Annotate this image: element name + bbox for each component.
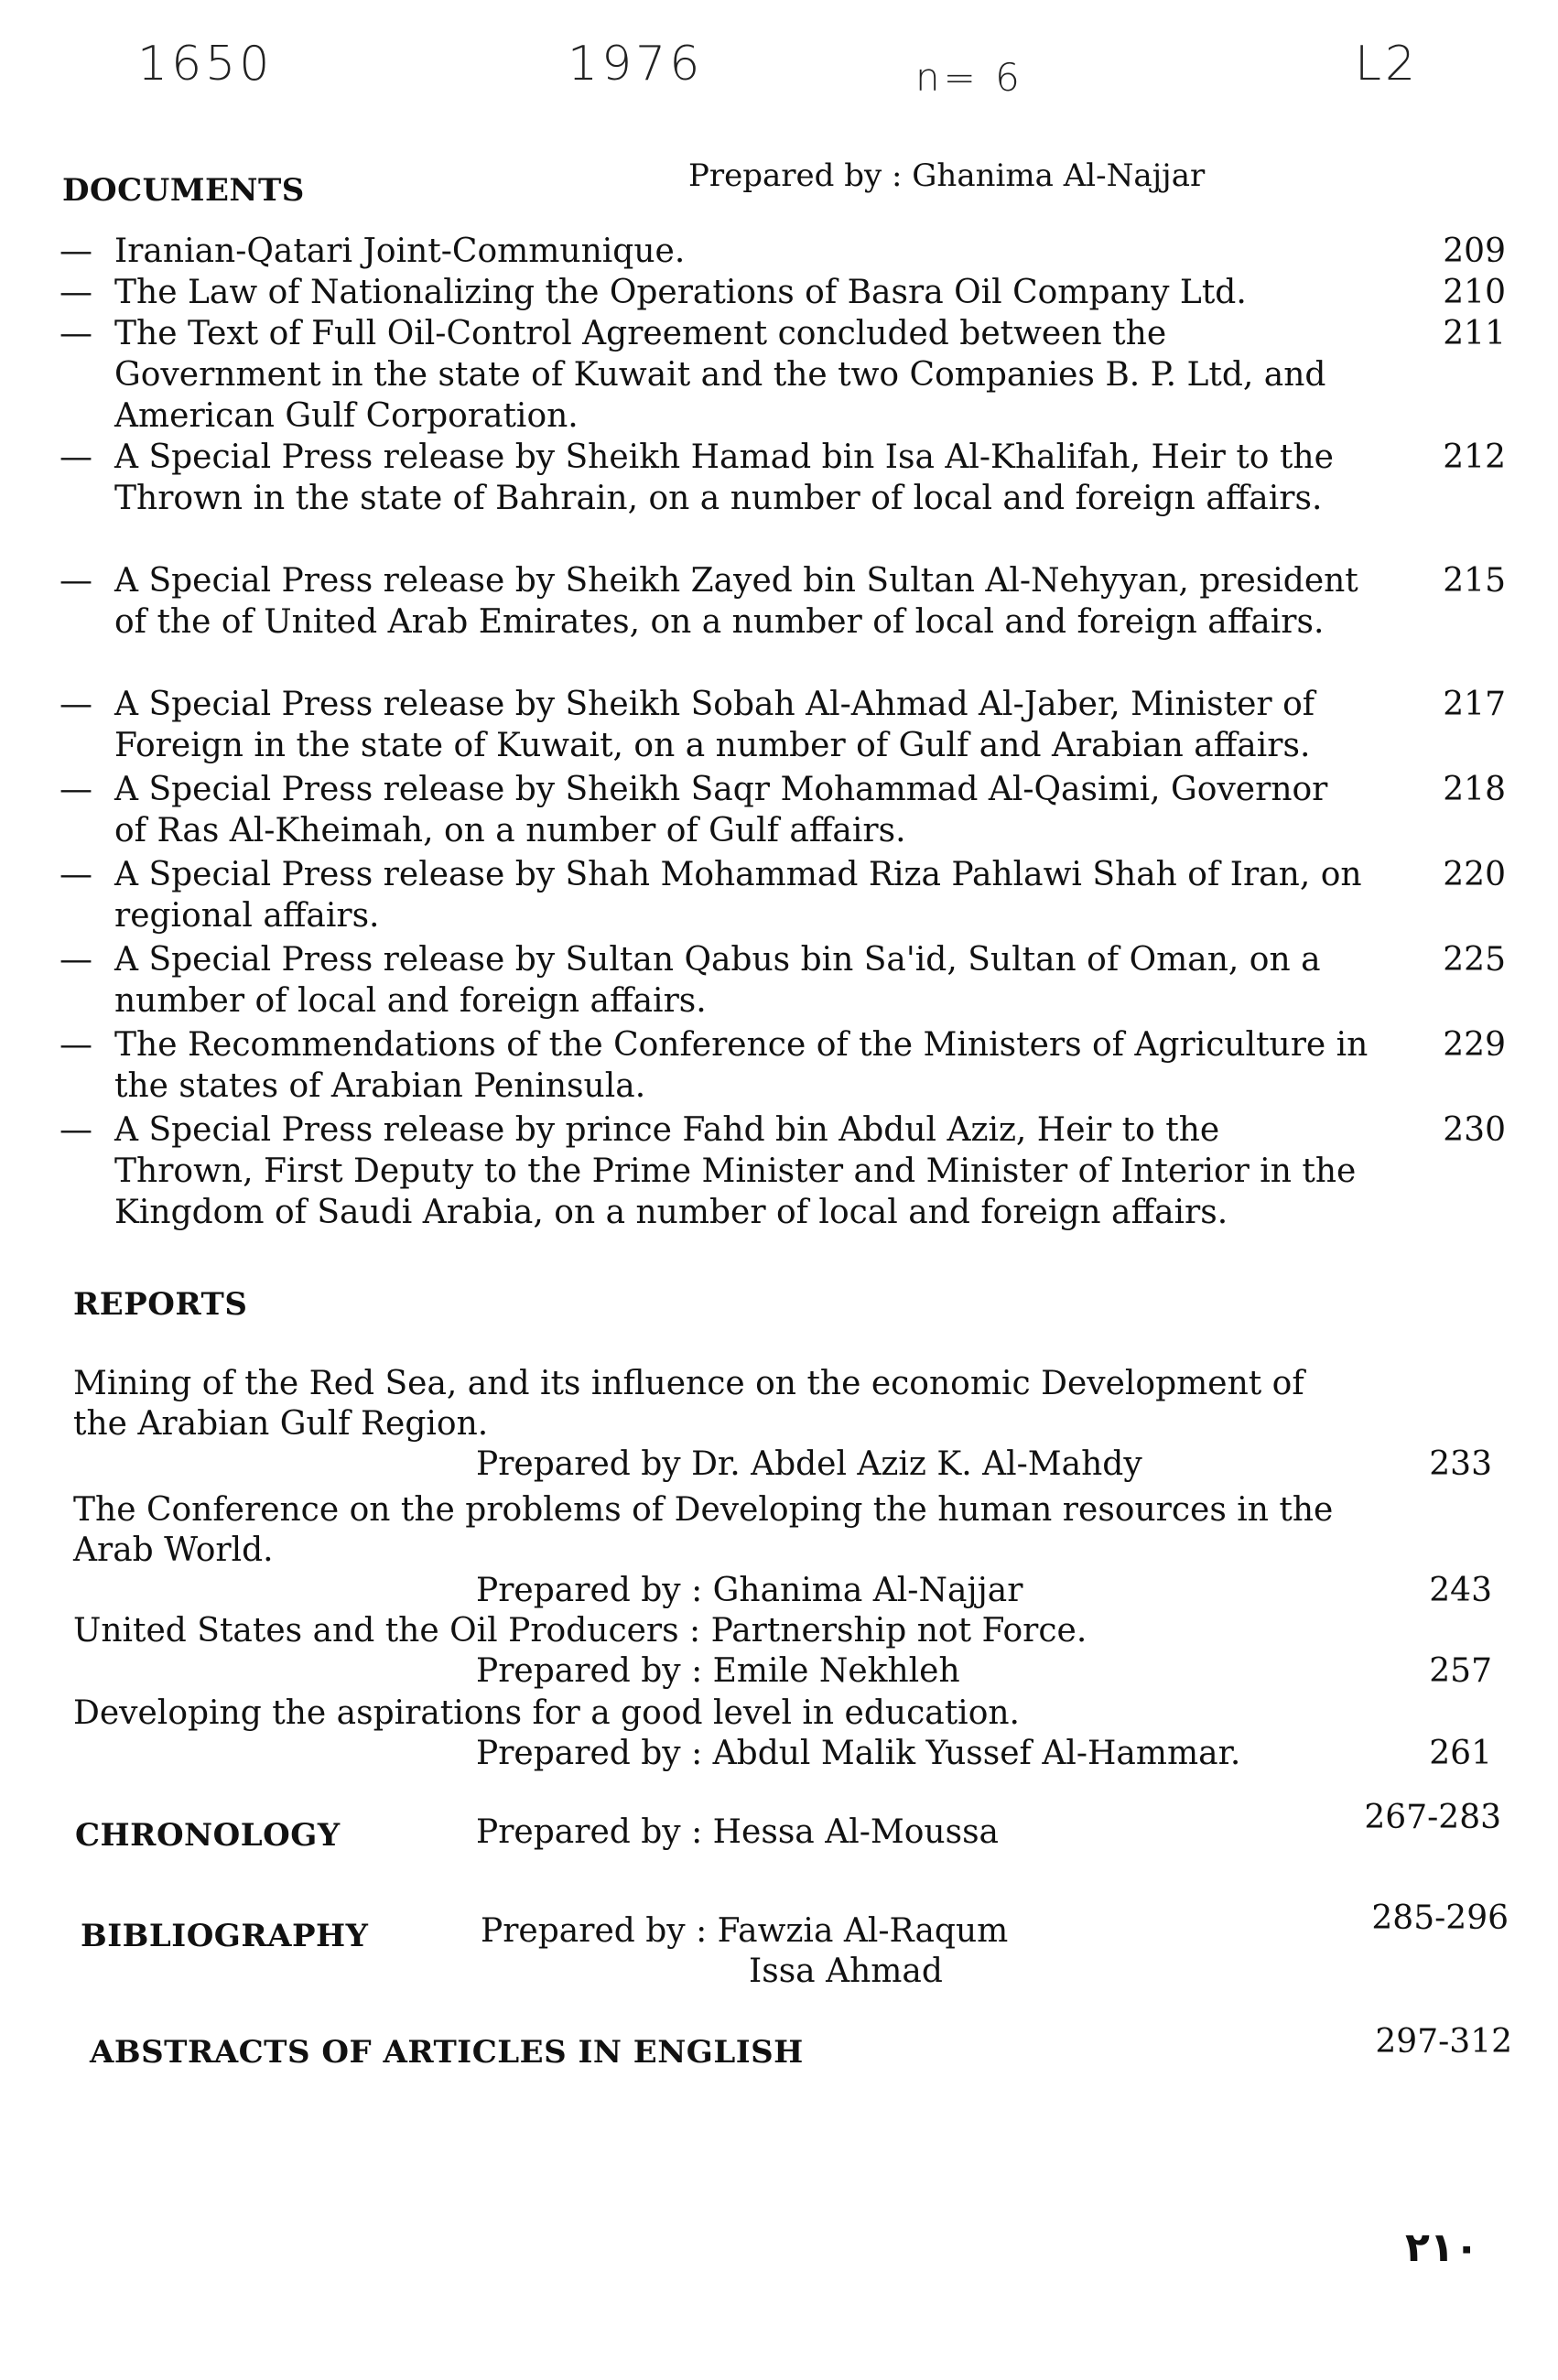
document-entry [60,684,1506,766]
chronology-heading: CHRONOLOGY [75,1817,341,1854]
handwritten-note-right: L2 [1355,37,1420,92]
entry-title: A Special Press release by Sheikh Saqr Mohammad Al-Qasimi, Governor of Ras Al-Kheimah, on a number of Gulf affairs. [114,771,1328,849]
entry-title: The Recommendations of the Conference of the Ministers of Agriculture in the states of Arabian Peninsula. [114,1026,1369,1105]
documents-prepared-by: Prepared by : Ghanima Al-Najjar [688,157,1206,194]
report-author: Prepared by Dr. Abdel Aziz K. Al-Mahdy [476,1445,1142,1483]
entry-dash: — [60,856,92,893]
report-page: 233 [1429,1445,1492,1483]
folio-page-number: ٢١٠ [1405,2224,1479,2271]
report-page: 257 [1429,1652,1492,1690]
report-title: United States and the Oil Producers : Partnership not Force. [73,1612,1087,1650]
entry-dash: — [60,562,92,600]
entry-dash: — [60,1026,92,1064]
document-entry [60,769,1506,851]
document-entry [60,437,1506,519]
entry-title: A Special Press release by Sheikh Sobah Al-Ahmad Al-Jaber, Minister of Foreign in the state of Kuwait, on a number of Gulf and Arabian affairs. [114,686,1315,764]
entry-page: 225 [1443,941,1506,979]
entry-title: The Law of Nationalizing the Operations of Basra Oil Company Ltd. [114,274,1247,311]
document-entry [60,272,1506,313]
documents-heading: DOCUMENTS [62,172,305,209]
chronology-prepared-by: Prepared by : Hessa Al-Moussa [476,1813,1000,1851]
entry-page: 217 [1443,686,1506,723]
entry-dash: — [60,233,92,270]
entry-page: 210 [1443,274,1506,311]
bibliography-prepared-by-2: Issa Ahmad [749,1953,943,1990]
document-entry [60,313,1506,437]
report-title: Developing the aspirations for a good level in education. [73,1694,1020,1732]
bibliography-page: 285-296 [1371,1899,1509,1937]
entry-dash: — [60,438,92,476]
report-entry [73,1490,1492,1611]
entry-dash: — [60,771,92,808]
entry-title: Iranian-Qatari Joint-Communique. [114,233,686,270]
reports-heading: REPORTS [73,1286,248,1323]
document-entry [60,854,1506,936]
entry-page: 218 [1443,771,1506,808]
entry-page: 211 [1443,315,1506,352]
document-entry [60,560,1506,643]
entry-dash: — [60,686,92,723]
report-entry [73,1611,1492,1692]
report-author: Prepared by : Abdul Malik Yussef Al-Hammar. [476,1735,1241,1772]
entry-title: A Special Press release by Sultan Qabus bin Sa'id, Sultan of Oman, on a number of local and foreign affairs. [114,941,1321,1020]
entry-title: A Special Press release by prince Fahd bin Abdul Aziz, Heir to the Thrown, First Deputy to the Prime Minister and Minister of Interior in the Kingdom of Saudi Arabia, on a number of local and foreign affairs. [114,1111,1357,1231]
entry-page: 220 [1443,856,1506,893]
chronology-page: 267-283 [1364,1799,1501,1836]
document-entry [60,1109,1506,1233]
entry-dash: — [60,1111,92,1149]
handwritten-note-year: 1976 [568,37,704,92]
report-author: Prepared by : Ghanima Al-Najjar [476,1572,1023,1609]
entry-title: A Special Press release by Sheikh Zayed bin Sultan Al-Nehyyan, president of the of United Arab Emirates, on a number of local and foreign affairs. [114,562,1358,641]
report-entry [73,1364,1492,1485]
bibliography-prepared-by: Prepared by : Fawzia Al-Raqum [481,1912,1009,1950]
report-page: 243 [1429,1572,1492,1609]
report-title: Mining of the Red Sea, and its influence on the economic Development of the Arabian Gulf Region. [73,1365,1304,1443]
entry-page: 229 [1443,1026,1506,1064]
handwritten-note-issue: n= 6 [915,55,1023,100]
entry-page: 230 [1443,1111,1506,1149]
report-author: Prepared by : Emile Nekhleh [476,1652,960,1690]
entry-title: A Special Press release by Shah Mohammad Riza Pahlawi Shah of Iran, on regional affairs. [114,856,1362,935]
document-entry [60,1024,1506,1107]
entry-page: 212 [1443,438,1506,476]
report-entry [73,1693,1492,1774]
document-entry [60,939,1506,1022]
entry-page: 209 [1443,233,1506,270]
entry-dash: — [60,274,92,311]
entry-title: A Special Press release by Sheikh Hamad bin Isa Al-Khalifah, Heir to the Thrown in the state of Bahrain, on a number of local and foreign affairs. [114,438,1334,517]
report-page: 261 [1429,1735,1492,1772]
entry-dash: — [60,315,92,352]
document-entry [60,231,1506,272]
entry-dash: — [60,941,92,979]
bibliography-heading: BIBLIOGRAPHY [81,1918,369,1954]
entry-title: The Text of Full Oil-Control Agreement concluded between the Government in the state of Kuwait and the two Companies B. P. Ltd, and American Gulf Corporation. [114,315,1326,435]
report-title: The Conference on the problems of Developing the human resources in the Arab World. [73,1491,1334,1569]
entry-page: 215 [1443,562,1506,600]
handwritten-note-left: 1650 [137,37,274,92]
abstracts-heading: ABSTRACTS OF ARTICLES IN ENGLISH [90,2034,804,2071]
abstracts-page: 297-312 [1375,2023,1512,2061]
